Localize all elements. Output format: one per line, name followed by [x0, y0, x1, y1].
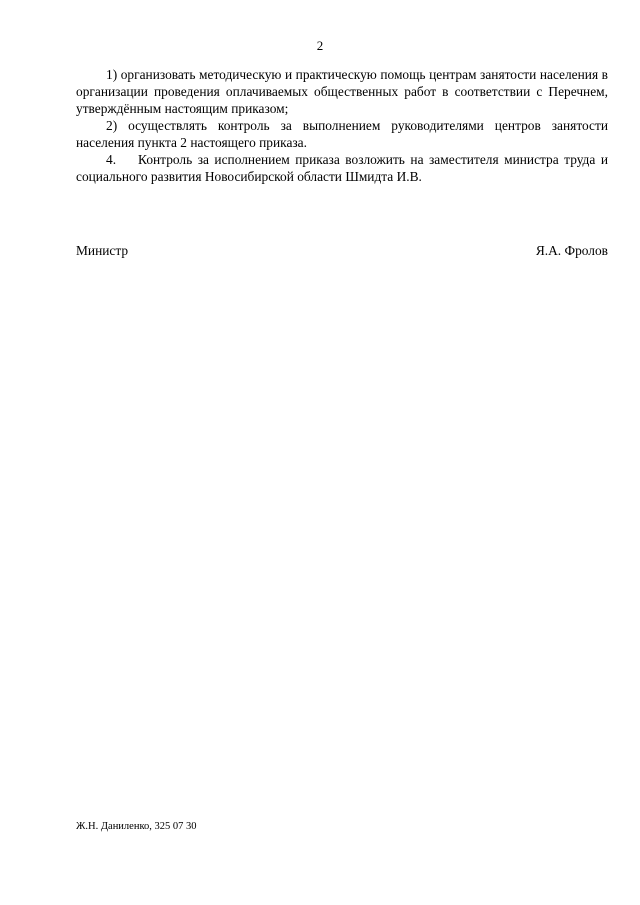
signature-block — [76, 242, 608, 259]
page-number: 2 — [316, 38, 324, 53]
paragraph-subitem-2: 2) осуществлять контроль за выполнением руководителями центров занятости населения пункта 2 настоящего приказа. — [76, 118, 608, 150]
signatory-position: Министр — [76, 243, 129, 258]
paragraph-subitem-1: 1) организовать методическую и практическую помощь центрам занятости населения в организации проведения оплачиваемых общественных работ в соответствии с Перечнем, утверждённым настоящим приказом; — [76, 67, 608, 116]
executor-contact: Ж.Н. Даниленко, 325 07 30 — [76, 821, 197, 832]
signatory-name: Я.А. Фролов — [535, 243, 608, 258]
paragraph-item-4: 4. Контроль за исполнением приказа возложить на заместителя министра труда и социального развития Новосибирской области Шмидта И.В. — [76, 152, 612, 184]
document-body — [76, 66, 612, 185]
